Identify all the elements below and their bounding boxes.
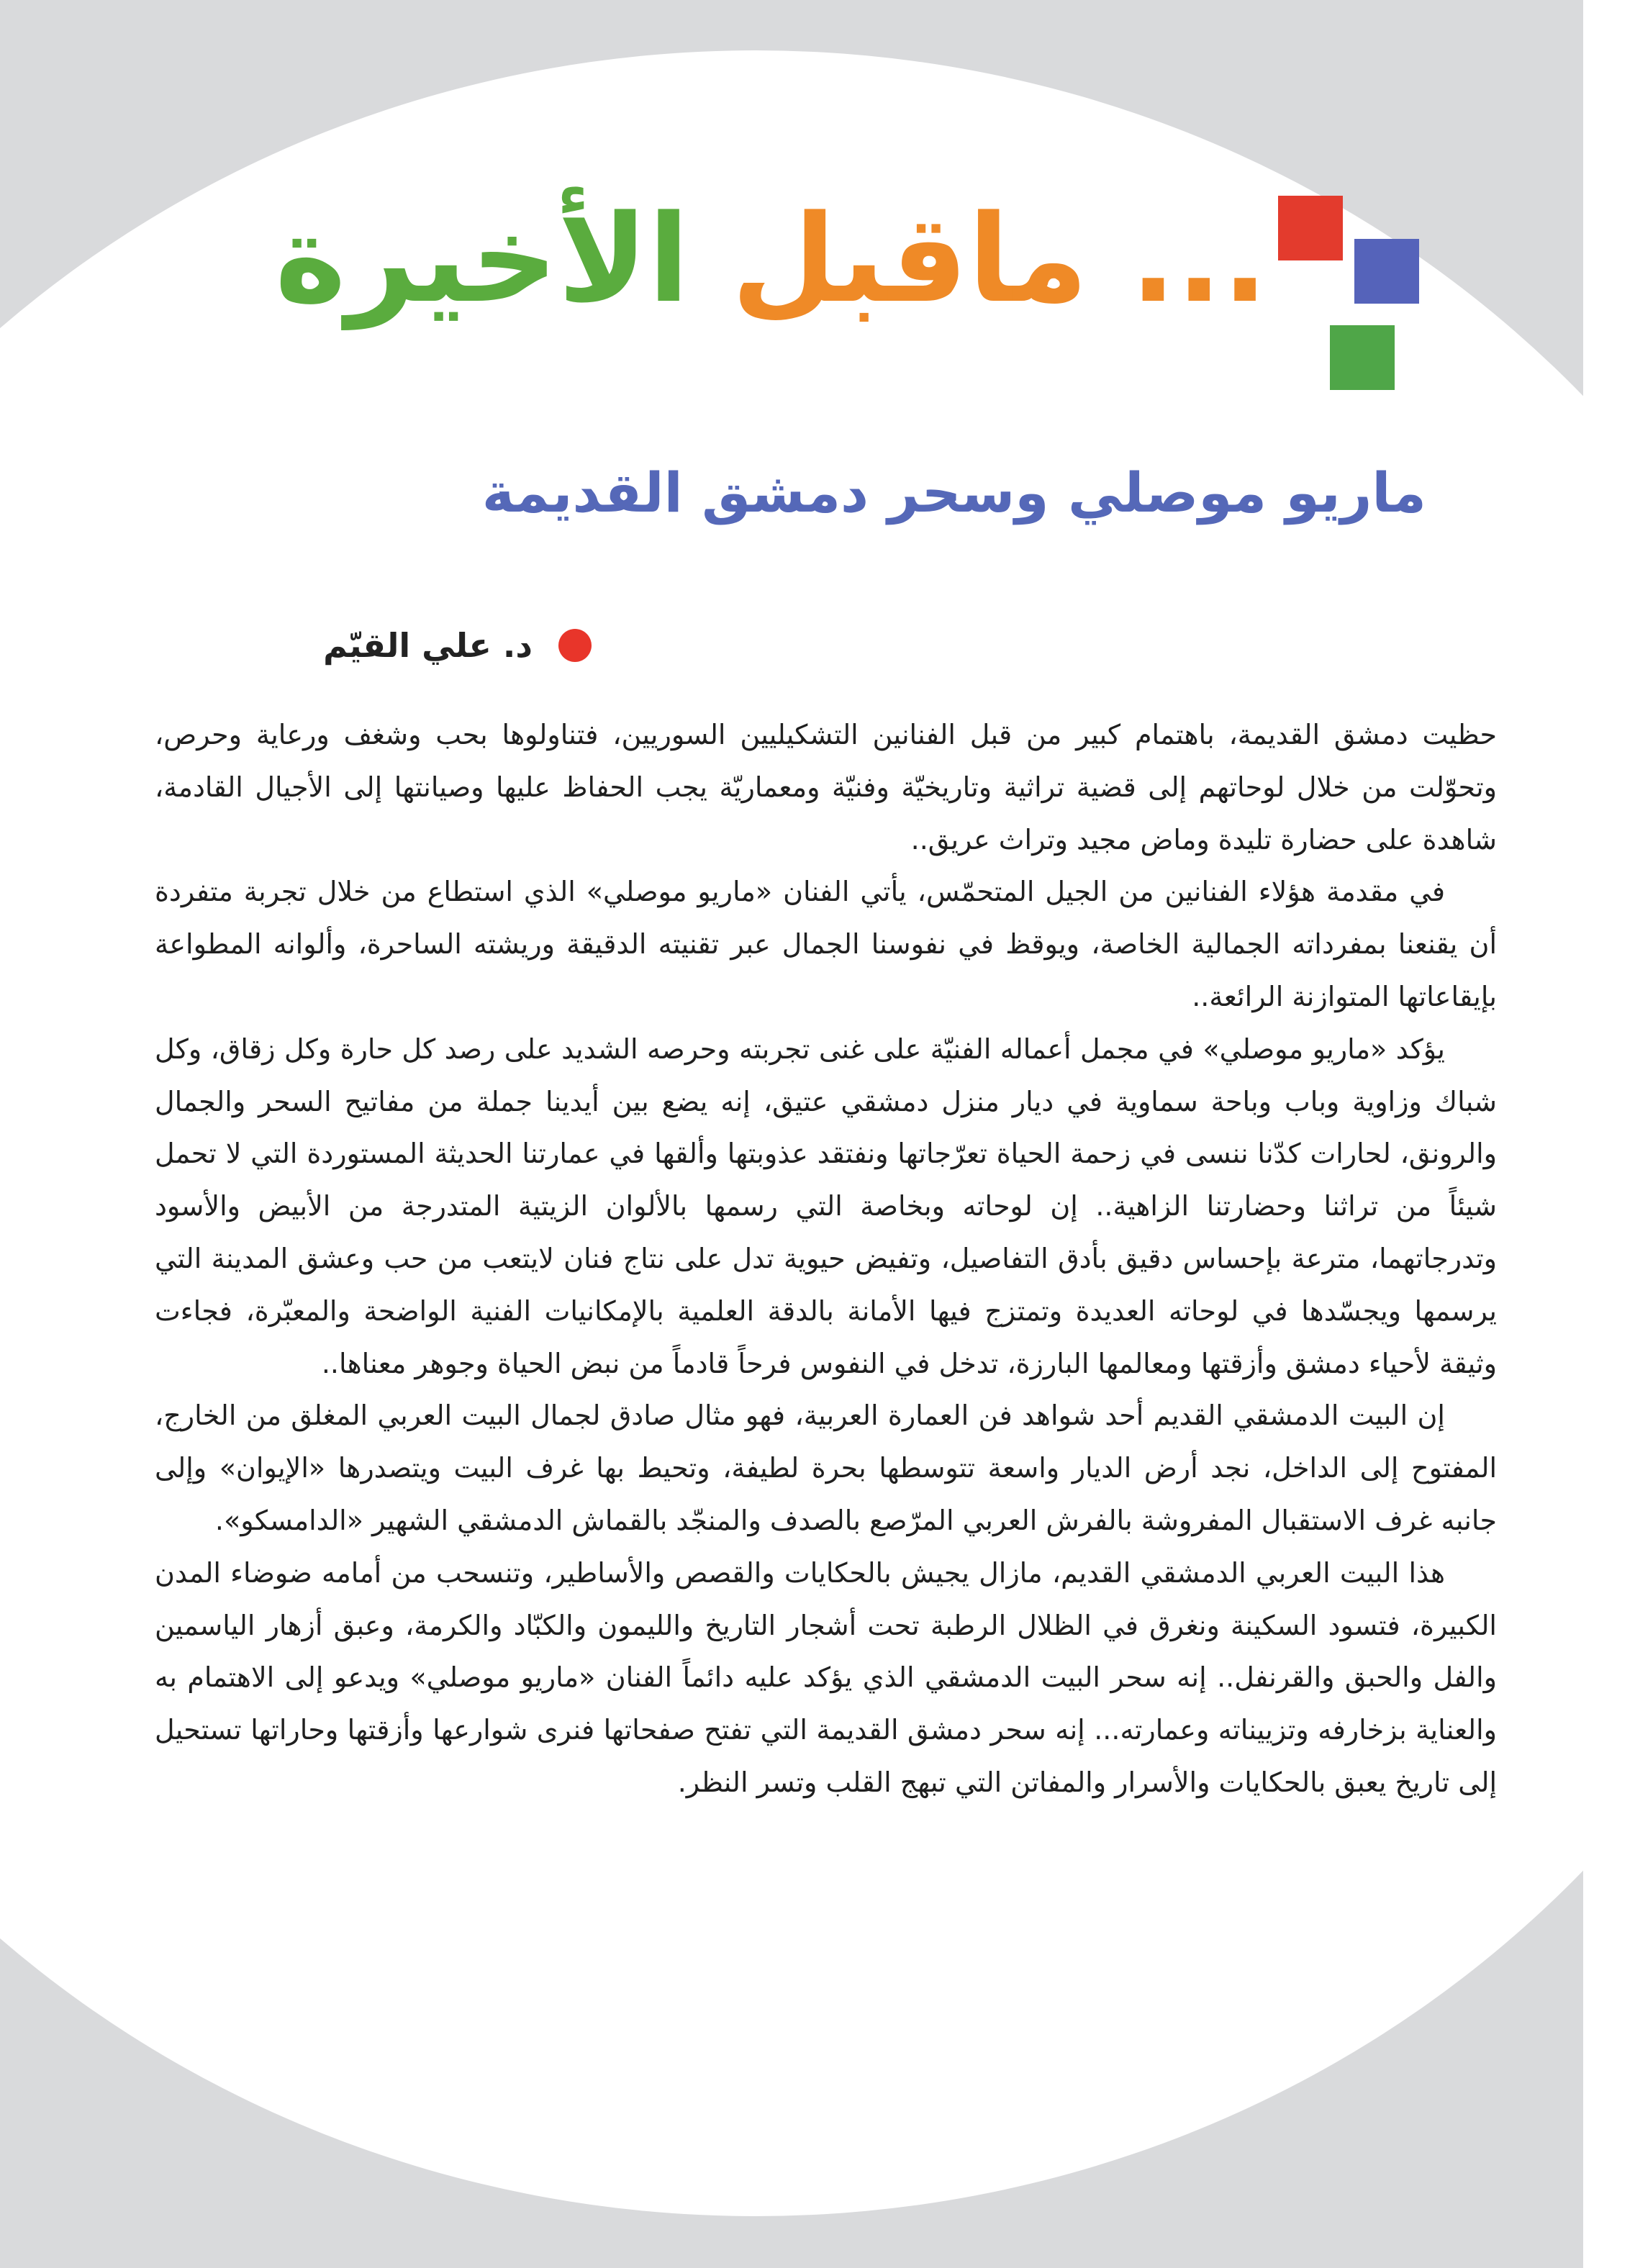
decorative-red-square [1278,196,1343,260]
bullet-dot-icon [558,629,592,662]
decorative-green-square [1330,325,1395,390]
author-name: د. علي القيّم [323,626,533,665]
article-body [155,709,1497,1809]
article-paragraph: يؤكد «ماريو موصلي» في مجمل أعماله الفنيّة على غنى تجربته وحرصه الشديد على رصد كل حارة وكل زقاق، وكل شباك وزاوية وباب وباحة سماوية في ديار منزل دمشقي عتيق، إنه يضع بين أيدينا جملة من مفاتيح السحر والجمال والرونق، لحارات كدّنا ننسى في زحمة الحياة تعرّجاتها ونفتقد عذوبتها وألقها في عمارتنا الحديثة المستوردة التي لا تحمل شيئاً من تراثنا وحضارتنا الزاهية.. إن لوحاته وبخاصة التي رسمها بالألوان الزيتية المتدرجة من الأبيض والأسود وتدرجاتهما، مترعة بإحساس دقيق بأدق التفاصيل، وتفيض حيوية تدل على نتاج فنان لايتعب من حب وعشق المدينة التي يرسمها ويجسّدها في لوحاته العديدة وتمتزج فيها الأمانة بالدقة العلمية بالإمكانيات الفنية الواضحة والمعبّرة، فجاءت وثيقة لأحياء دمشق وأزقتها ومعالمها البارزة، تدخل في النفوس فرحاً قادماً من نبض الحياة وجوهر معناها.. [155,1033,1497,1379]
article-title: ماريو موصلي وسحر دمشق القديمة [481,461,1426,525]
article-paragraph: إن البيت الدمشقي القديم أحد شواهد فن العمارة العربية، فهو مثال صادق لجمال البيت العربي المغلق من الخارج، المفتوح إلى الداخل، نجد أرض الديار واسعة تتوسطها بحرة لطيفة، وتحيط بها غرف البيت ويتصدرها «الإيوان» وإلى جانبه غرف الاستقبال المفروشة بالفرش العربي المرّصع بالصدف والمنجّد بالقماش الدمشقي الشهير «الدامسكو». [155,1400,1497,1536]
author-byline [323,626,592,665]
decorative-blue-square [1354,239,1419,304]
article-paragraph: حظيت دمشق القديمة، باهتمام كبير من قبل الفنانين التشكيليين السوريين، فتناولوها بحب وشغف ورعاية وحرص، وتحوّلت من خلال لوحاتهم إلى قضية تراثية وتاريخيّة وفنيّة ومعماريّة يجب الحفاظ عليها وصيانتها إلى الأجيال القادمة، شاهدة على حضارة تليدة وماض مجيد وتراث عريق.. [155,719,1497,856]
section-title-part-orange: ... ماقبل [731,189,1268,330]
section-title [274,189,1268,330]
section-title-part-green: الأخيرة [274,189,732,330]
article-paragraph: هذا البيت العربي الدمشقي القديم، مازال يجيش بالحكايات والقصص والأساطير، وتنسحب من أمامه ضوضاء المدن الكبيرة، فتسود السكينة ونغرق في الظلال الرطبة تحت أشجار التاريخ والليمون والكبّاد والكرمة، وعبق أزهار الياسمين والفل والحبق والقرنفل.. إنه سحر البيت الدمشقي الذي يؤكد عليه دائماً الفنان «ماريو موصلي» ويدعو إلى الاهتمام به والعناية بزخارفه وتزييناته وعمارته... إنه سحر دمشق القديمة التي تفتح صفحاتها فنرى شوارعها وأزقتها وحاراتها تستحيل إلى تاريخ يعبق بالحكايات والأسرار والمفاتن التي تبهج القلب وتسر النظر. [155,1556,1497,1798]
article-paragraph: في مقدمة هؤلاء الفنانين من الجيل المتحمّس، يأتي الفنان «ماريو موصلي» الذي استطاع من خلال تجربة متفردة أن يقنعنا بمفرداته الجمالية الخاصة، ويوقظ في نفوسنا الجمال عبر تقنيته الدقيقة وريشته الساحرة، وألوانه المطواعة بإيقاعاتها المتوازنة الرائعة.. [155,876,1497,1012]
